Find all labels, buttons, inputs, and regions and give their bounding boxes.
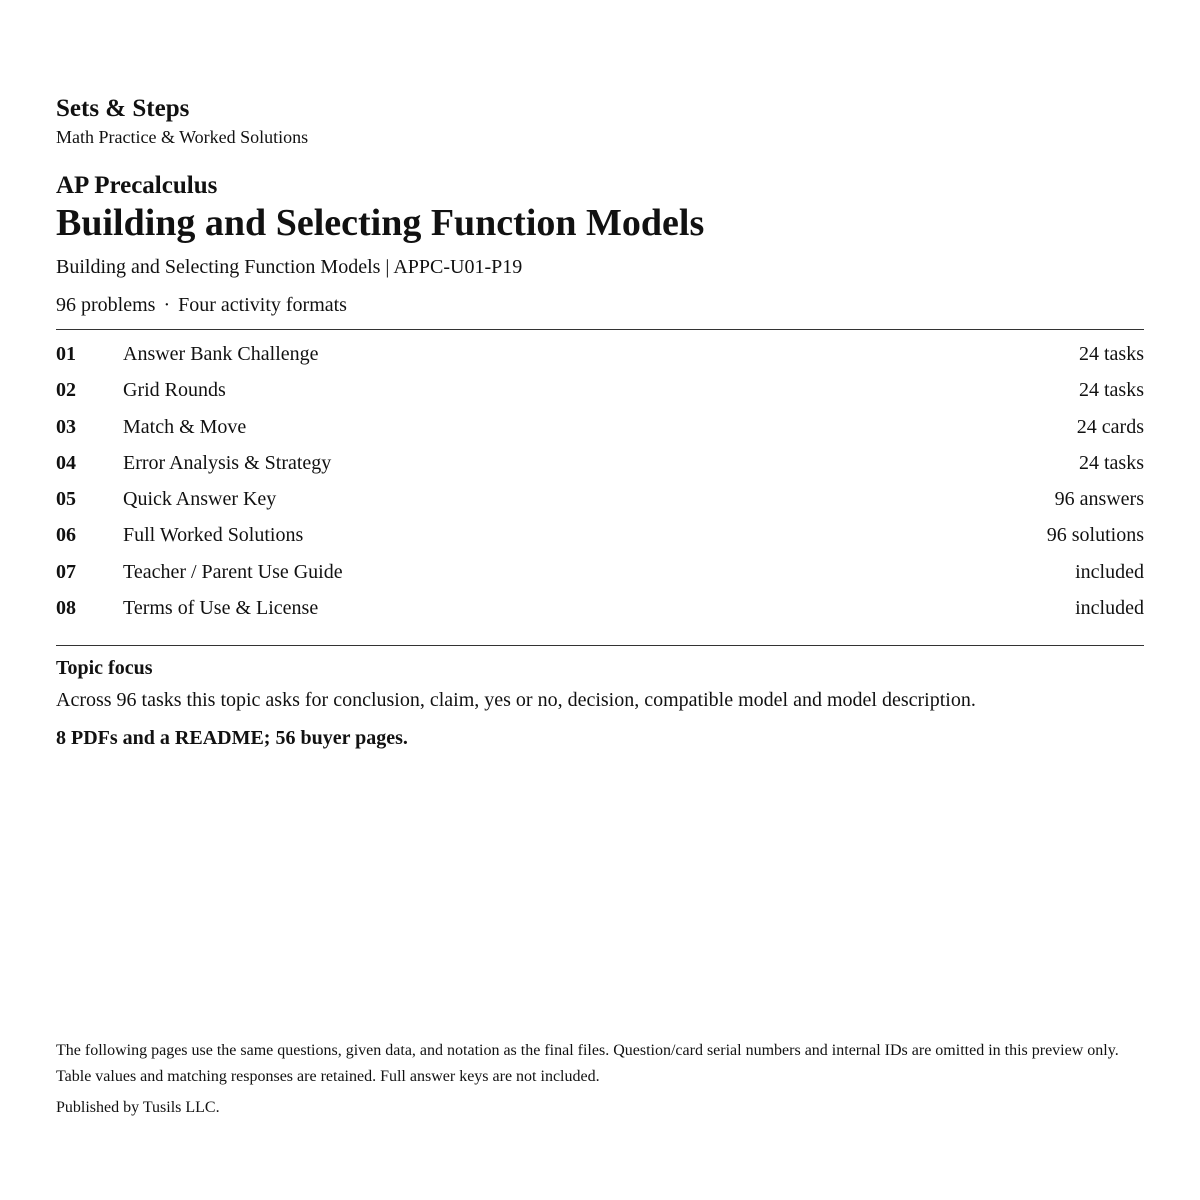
brand-name: Sets & Steps: [56, 95, 190, 122]
contents-count: 24 cards: [1076, 415, 1144, 438]
contents-number: 08: [56, 597, 76, 620]
course-name: AP Precalculus: [56, 172, 218, 199]
product-summary: [56, 293, 347, 317]
contents-number: 07: [56, 560, 76, 583]
summary-separator: ·: [163, 294, 171, 316]
contents-list: [56, 336, 1144, 626]
contents-label: Full Worked Solutions: [123, 524, 304, 547]
contents-count: 96 solutions: [1046, 524, 1144, 547]
contents-label: Terms of Use & License: [123, 597, 319, 620]
contents-row: [56, 372, 1144, 408]
contents-count: 24 tasks: [1079, 451, 1144, 474]
contents-count: included: [1075, 597, 1144, 620]
contents-row: [56, 590, 1144, 626]
product-code-line: Building and Selecting Function Models | APPC-U01-P19: [56, 256, 523, 278]
contents-count: 24 tasks: [1079, 343, 1144, 365]
contents-number: 01: [56, 343, 76, 365]
contents-label: Quick Answer Key: [123, 488, 277, 511]
brand-tagline: Math Practice & Worked Solutions: [56, 127, 309, 147]
contents-count: 96 answers: [1054, 488, 1144, 511]
contents-number: 06: [56, 524, 76, 547]
contents-count: 24 tasks: [1079, 379, 1144, 402]
contents-number: 02: [56, 379, 76, 402]
page-title: Building and Selecting Function Models: [56, 202, 705, 244]
contents-row: [56, 481, 1144, 517]
contents-label: Teacher / Parent Use Guide: [123, 560, 343, 583]
contents-row: [56, 409, 1144, 445]
contents-label: Answer Bank Challenge: [123, 343, 319, 365]
files-summary: 8 PDFs and a README; 56 buyer pages.: [56, 727, 408, 749]
activity-formats: Four activity formats: [178, 294, 347, 316]
contents-row: [56, 517, 1144, 553]
topic-focus-heading: Topic focus: [56, 657, 153, 679]
topic-focus-text: Across 96 tasks this topic asks for conclusion, claim, yes or no, decision, compatible model and model description.: [56, 689, 976, 711]
contents-number: 05: [56, 488, 76, 511]
divider-bottom: [56, 645, 1144, 646]
publisher-line: Published by Tusils LLC.: [56, 1099, 220, 1116]
contents-label: Match & Move: [123, 415, 247, 438]
contents-row: [56, 336, 1144, 372]
preview-disclaimer: The following pages use the same questions, given data, and notation as the final files. Question/card serial numbers and internal IDs are omitted in this preview only. Table values and matching responses are retained. Full answer keys are not included.: [56, 1042, 1119, 1085]
contents-row: [56, 445, 1144, 481]
contents-label: Error Analysis & Strategy: [123, 451, 332, 474]
contents-number: 04: [56, 451, 76, 474]
problem-count: 96 problems: [56, 294, 156, 316]
product-preview-page: [56, 0, 1144, 1200]
contents-count: included: [1075, 560, 1144, 583]
contents-row: [56, 554, 1144, 590]
contents-number: 03: [56, 415, 76, 438]
divider-top: [56, 329, 1144, 330]
contents-label: Grid Rounds: [123, 379, 226, 402]
